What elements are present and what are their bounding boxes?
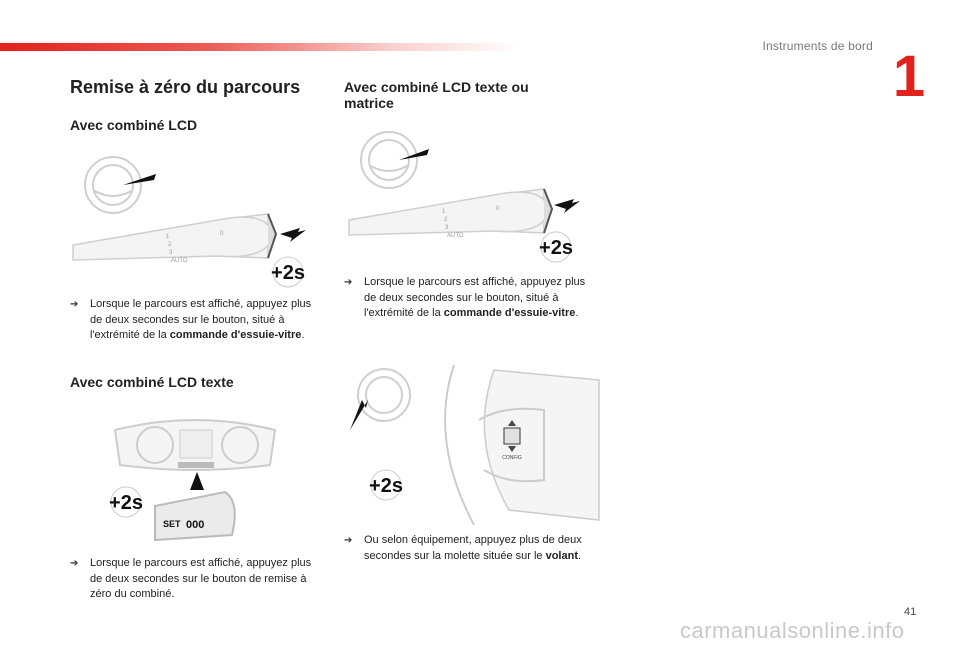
header-accent-bar [0, 43, 520, 51]
arrow-bullet-icon: ➔ [70, 299, 79, 310]
instruction-lcd-text: ➔ Lorsque le parcours est affiché, appuyez plus de deux secondes sur le bouton de remise à zéro du combiné. [70, 557, 312, 600]
wiper-stalk-illustration [68, 150, 318, 290]
main-title: Remise à zéro du parcours [70, 77, 301, 97]
press-badge [539, 232, 573, 262]
page-number: 41 [904, 606, 917, 618]
svg-text:AUTO: AUTO [447, 233, 464, 239]
section-title-lcd: Avec combiné LCD [70, 117, 198, 133]
svg-text:000: 000 [186, 519, 205, 531]
svg-text:2: 2 [444, 217, 448, 223]
chapter-title: Instruments de bord [762, 39, 873, 53]
svg-text:0: 0 [496, 206, 500, 212]
svg-text:3: 3 [445, 225, 449, 231]
svg-text:1: 1 [442, 209, 446, 215]
watermark: carmanualsonline.info [680, 618, 905, 643]
instruction-steering-wheel: ➔ Ou selon équipement, appuyez plus de deux secondes sur la molette située sur le volant. [344, 534, 582, 562]
arrow-bullet-icon: ➔ [70, 558, 79, 569]
wiper-stalk-illustration-matrix [344, 125, 594, 265]
chapter-number [892, 44, 926, 109]
svg-text:CONFIG: CONFIG [502, 455, 522, 461]
instruction-lcd: ➔ Lorsque le parcours est affiché, appuyez plus de deux secondes sur le bouton, situé à l'extrémité de la commande d'essuie-vitre. [70, 298, 312, 341]
press-badge [109, 487, 143, 517]
arrow-bullet-icon: ➔ [344, 277, 353, 288]
steering-wheel-thumbwheel-illustration [344, 360, 604, 530]
section-title-lcd-text: Avec combiné LCD texte [70, 374, 234, 390]
svg-text:+2s: +2s [271, 262, 305, 284]
press-badge [271, 257, 305, 287]
svg-text:+2s: +2s [369, 475, 403, 497]
svg-text:1: 1 [892, 44, 926, 109]
svg-text:+2s: +2s [109, 492, 143, 514]
svg-text:0: 0 [220, 231, 224, 237]
arrow-bullet-icon: ➔ [344, 535, 353, 546]
svg-text:1: 1 [166, 234, 170, 240]
section-title-lcd-matrix: Avec combiné LCD texte ou matrice [344, 79, 529, 111]
svg-text:AUTO: AUTO [171, 258, 188, 264]
svg-text:3: 3 [169, 250, 173, 256]
press-badge [369, 470, 403, 500]
instruction-lcd-matrix: ➔ Lorsque le parcours est affiché, appuyez plus de deux secondes sur le bouton, situé à l'extrémité de la commande d'essuie-vitre. [344, 276, 586, 319]
cluster-reset-illustration [100, 410, 290, 550]
svg-text:2: 2 [168, 242, 172, 248]
svg-text:SET: SET [163, 519, 181, 529]
svg-text:+2s: +2s [539, 237, 573, 259]
